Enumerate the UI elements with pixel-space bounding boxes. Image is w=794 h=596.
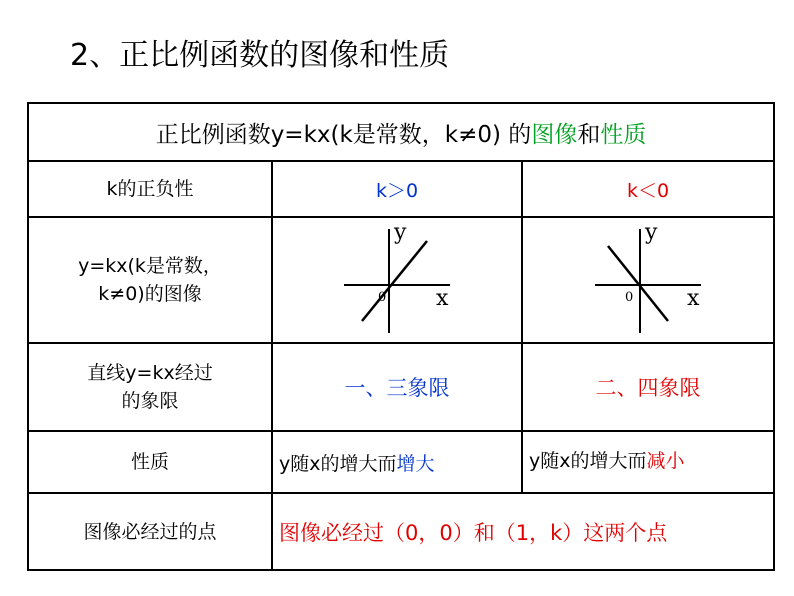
y-axis-label: y: [645, 221, 658, 245]
table-row-quadrants: [28, 343, 774, 431]
graph-positive-cell: [272, 217, 522, 343]
points-label: 图像必经过的点: [28, 493, 272, 570]
table-row-points: [28, 493, 774, 570]
graph-negative-cell: [522, 217, 774, 343]
header-and-word: 和: [577, 121, 601, 148]
property-label: 性质: [28, 431, 272, 493]
quadrants-negative: 二、四象限: [522, 343, 774, 431]
table-row-graph: [28, 217, 774, 343]
x-axis-label: x: [436, 286, 449, 311]
property-positive-prefix: y随x的增大而: [279, 452, 397, 475]
sign-positive: k＞0: [272, 161, 522, 217]
graph-negative: [583, 221, 713, 339]
header-image-word: 图像: [531, 121, 578, 148]
property-negative-prefix: y随x的增大而: [529, 450, 647, 472]
page-title: 2、正比例函数的图像和性质: [70, 38, 450, 73]
properties-table: [27, 102, 773, 567]
header-prefix: 正比例函数y=kx(k是常数，k≠0) 的: [155, 121, 532, 148]
graph-label-line1: y=kx(k是常数，: [78, 255, 222, 277]
table-row-sign: [28, 161, 774, 217]
origin-label: 0: [625, 290, 634, 305]
line-k-positive: [362, 241, 427, 321]
sign-label: k的正负性: [28, 161, 272, 217]
y-axis-label: y: [394, 221, 407, 245]
graph-label: [28, 217, 272, 343]
table-header: [28, 103, 774, 161]
table-header-row: [28, 103, 774, 161]
property-positive-highlight: 增大: [396, 452, 435, 475]
quadrants-positive: 一、三象限: [272, 343, 522, 431]
x-axis-label: x: [687, 286, 700, 311]
header-property-word: 性质: [600, 121, 647, 148]
property-negative: [522, 431, 774, 493]
origin-label: 0: [378, 290, 387, 305]
property-negative-highlight: 减小: [646, 450, 685, 472]
graph-positive: [332, 221, 462, 339]
points-value: 图像必经过（0，0）和（1，k）这两个点: [272, 493, 774, 570]
quadrants-label-line2: 的象限: [121, 390, 179, 412]
quadrants-label-line1: 直线y=kx经过: [87, 362, 213, 384]
line-k-negative: [608, 246, 668, 321]
sign-negative: k＜0: [522, 161, 774, 217]
quadrants-label: [28, 343, 272, 431]
property-positive: [272, 431, 522, 493]
graph-label-line2: k≠0)的图像: [98, 283, 202, 305]
table-row-property: [28, 431, 774, 493]
